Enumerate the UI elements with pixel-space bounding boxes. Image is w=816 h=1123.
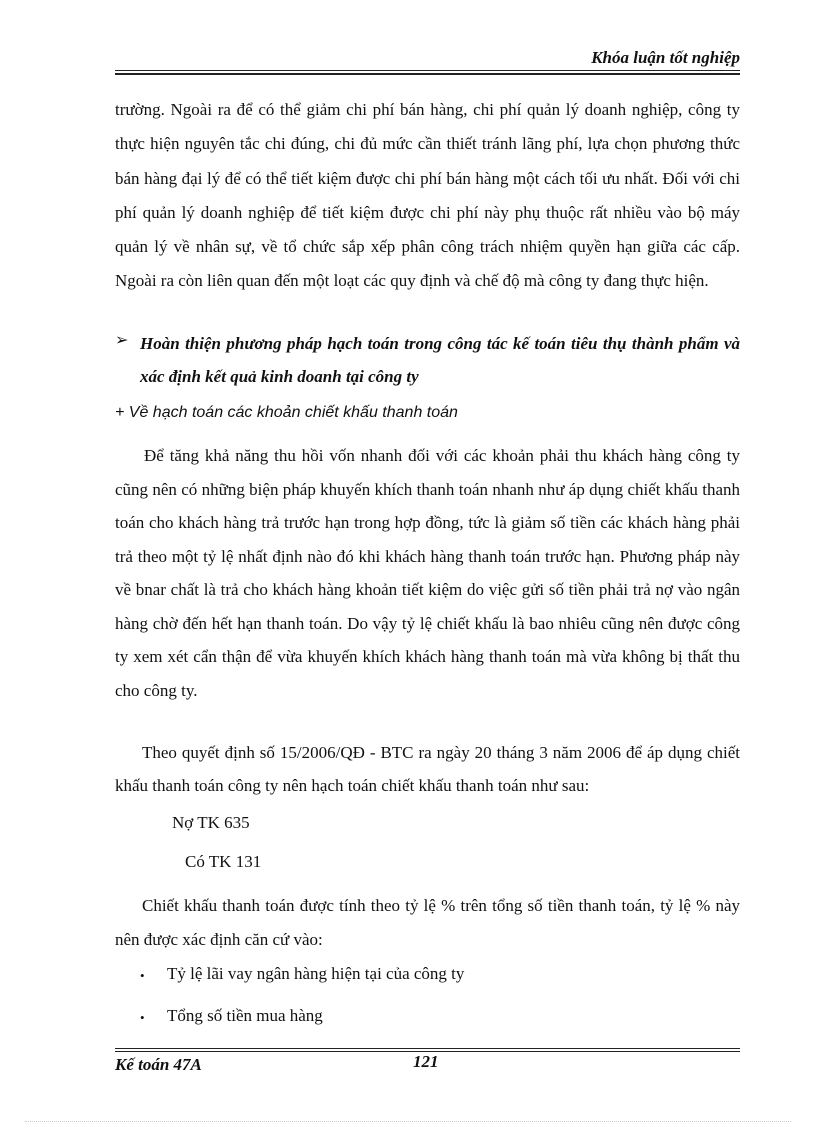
header-title: Khóa luận tốt nghiệp bbox=[591, 48, 740, 67]
list-item: Tỷ lệ lãi vay ngân hàng hiện tại của công ty bbox=[167, 964, 465, 983]
arrow-bullet-icon: ➢ bbox=[115, 332, 129, 349]
paragraph-discount: Để tăng khả năng thu hồi vốn nhanh đối với các khoản phải thu khách hàng công ty cũng nên có những biện pháp khuyến khích thanh toán nhanh như áp dụng chiết khấu thanh toán cho khách hàng trả trước hạn trong hợp đồng, tức là giảm số tiền các khách hàng phải trả theo một tỷ lệ nhất định nào đó khi khách hàng thanh toán trước hạn. Phương pháp này về bnar chất là trả cho khách hàng khoản tiết kiệm do việc gửi số tiền phải trả nợ vào ngân hàng chờ đến hết hạn thanh toán. Do vậy tỷ lệ chiết khấu là bao nhiêu cũng nên được công ty xem xét cẩn thận để vừa khuyến khích khách hàng thanh toán mà vừa không bị thất thu cho công ty. bbox=[115, 446, 740, 700]
page-number: 121 bbox=[413, 1052, 439, 1071]
paragraph-decision: Theo quyết định số 15/2006/QĐ - BTC ra ngày 20 tháng 3 năm 2006 để áp dụng chiết khấu thanh toán công ty nên hạch toán chiết khấu thanh toán như sau: bbox=[115, 743, 740, 795]
footer-rule bbox=[115, 1048, 740, 1049]
credit-entry: Có TK 131 bbox=[185, 852, 262, 871]
paragraph-rate: Chiết khấu thanh toán được tính theo tỷ lệ % trên tổng số tiền thanh toán, tỷ lệ % này nên được xác định căn cứ vào: bbox=[115, 896, 740, 949]
page-edge-dots bbox=[25, 1121, 791, 1122]
header-rule bbox=[115, 70, 740, 71]
bullet-icon: • bbox=[140, 968, 145, 983]
bullet-icon: • bbox=[140, 1010, 145, 1025]
subheading: + Về hạch toán các khoản chiết khấu thanh toán bbox=[115, 404, 458, 421]
footer-label: Kế toán 47A bbox=[115, 1055, 202, 1074]
list-item: Tổng số tiền mua hàng bbox=[167, 1006, 323, 1025]
debit-entry: Nợ TK 635 bbox=[172, 813, 250, 832]
header-rule-thick bbox=[115, 73, 740, 75]
section-heading: Hoàn thiện phương pháp hạch toán trong công tác kế toán tiêu thụ thành phẩm và xác định kết quả kinh doanh tại công ty bbox=[140, 334, 740, 386]
paragraph-cost-savings: trường. Ngoài ra để có thể giảm chi phí bán hàng, chi phí quản lý doanh nghiệp, công ty thực hiện nguyên tắc chi đúng, chi đủ mức cần thiết tránh lãng phí, lựa chọn phương thức bán hàng đại lý để có thể tiết kiệm được chi phí bán hàng một cách tối ưu nhất. Đối với chi phí quản lý doanh nghiệp để tiết kiệm được chi phí này phụ thuộc rất nhiều vào bộ máy quản lý về nhân sự, về tổ chức sắp xếp phân công trách nhiệm quyền hạn giữa các cấp. Ngoài ra còn liên quan đến một loạt các quy định và chế độ mà công ty đang thực hiện. bbox=[115, 100, 740, 291]
